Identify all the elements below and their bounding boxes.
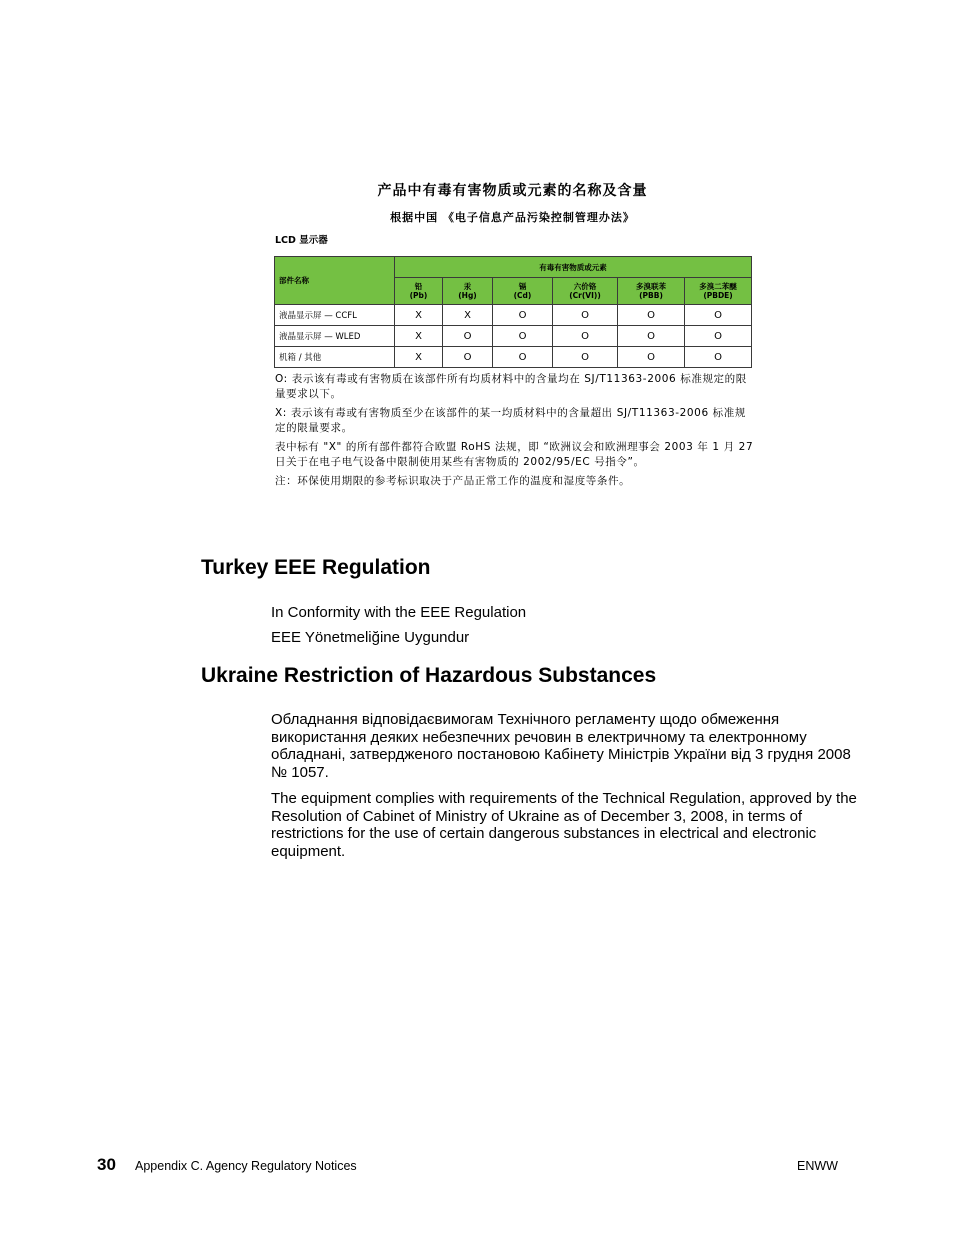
substance-value-cell: X (395, 347, 443, 368)
turkey-line-tr: EEE Yönetmeliğine Uygundur (271, 629, 470, 646)
footer-code: ENWW (797, 1159, 838, 1173)
substance-value-cell: O (618, 347, 685, 368)
substances-group-header: 有毒有害物质或元素 (395, 257, 752, 278)
substance-value-cell: O (553, 347, 618, 368)
substance-value-cell: O (493, 305, 553, 326)
substance-symbol: (Cr(VI)) (569, 291, 601, 300)
substance-column-header (553, 278, 618, 305)
part-name-cell: 机箱 / 其他 (275, 347, 395, 368)
substance-symbol: (Cd) (513, 291, 532, 300)
substance-value-cell: O (493, 347, 553, 368)
china-rohs-subtitle: 根据中国 《电子信息产品污染控制管理办法》 (390, 211, 635, 224)
table-notes (275, 372, 755, 494)
substance-value-cell: O (443, 326, 493, 347)
substance-value-cell: O (443, 347, 493, 368)
ukraine-paragraph-en: The equipment complies with requirements of the Technical Regulation, approved by the Resolution of Cabinet of Ministry of Ukraine as of December 3, 2008, in terms of restrictions for the use of certain dangerous substances in electrical and electronic equipment. (271, 790, 857, 860)
page-number: 30 (97, 1155, 116, 1174)
table-row (275, 305, 752, 326)
substance-value-cell: O (493, 326, 553, 347)
substance-column-header (395, 278, 443, 305)
ukraine-paragraph-uk: Обладнання відповідаєвимогам Технічного регламенту щодо обмеження використання деяких небезпечних речовин в електричному та електронному обладнані, затвердженого постановою Кабінету Міністрів України від 3 грудня 2008 № 1057. (271, 711, 851, 781)
part-name-cell: 液晶显示屏 — WLED (275, 326, 395, 347)
substance-value-cell: O (685, 347, 752, 368)
note-x: X: 表示该有毒或有害物质至少在该部件的某一均质材料中的含量超出 SJ/T11363-2006 标准规定的限量要求。 (275, 407, 746, 434)
substance-name: 镉 (518, 282, 527, 291)
substance-name: 多溴联苯 (636, 282, 666, 291)
substance-column-header (618, 278, 685, 305)
note-usage-period: 注：环保使用期限的参考标识取决于产品正常工作的温度和湿度等条件。 (275, 475, 631, 487)
substance-name: 多溴二苯醚 (699, 282, 737, 291)
substance-symbol: (PBDE) (703, 291, 733, 300)
hazardous-substances-table (274, 256, 752, 368)
part-name-cell: 液晶显示屏 — CCFL (275, 305, 395, 326)
turkey-line-en: In Conformity with the EEE Regulation (271, 604, 527, 621)
table-row (275, 326, 752, 347)
ukraine-heading: Ukraine Restriction of Hazardous Substances (201, 664, 657, 687)
substance-name: 汞 (463, 282, 472, 291)
substance-name: 六价铬 (573, 282, 597, 291)
footer-section: Appendix C. Agency Regulatory Notices (135, 1159, 357, 1173)
substance-value-cell: O (685, 305, 752, 326)
substance-column-header (493, 278, 553, 305)
substance-value-cell: X (443, 305, 493, 326)
substance-symbol: (Hg) (458, 291, 477, 300)
substance-value-cell: O (618, 326, 685, 347)
note-o: O: 表示该有毒或有害物质在该部件所有均质材料中的含量均在 SJ/T11363-2006 标准规定的限量要求以下。 (275, 373, 747, 400)
turkey-heading: Turkey EEE Regulation (201, 556, 431, 579)
substance-value-cell: O (553, 326, 618, 347)
substance-column-header (685, 278, 752, 305)
substance-value-cell: O (553, 305, 618, 326)
product-label: LCD 显示器 (275, 235, 328, 246)
substance-symbol: (PBB) (639, 291, 663, 300)
table-row (275, 347, 752, 368)
substance-value-cell: O (618, 305, 685, 326)
substance-value-cell: X (395, 326, 443, 347)
note-rohs: 表中标有 "X" 的所有部件都符合欧盟 RoHS 法规，即 “欧洲议会和欧洲理事会 2003 年 1 月 27 日关于在电子电气设备中限制使用某些有害物质的 2002/95/EC 号指令”。 (275, 441, 754, 468)
part-name-header: 部件名称 (275, 257, 395, 305)
substance-symbol: (Pb) (409, 291, 428, 300)
china-rohs-title: 产品中有毒有害物质或元素的名称及含量 (377, 183, 648, 199)
substance-name: 铅 (414, 282, 423, 291)
substance-column-header (443, 278, 493, 305)
substance-value-cell: X (395, 305, 443, 326)
substance-value-cell: O (685, 326, 752, 347)
